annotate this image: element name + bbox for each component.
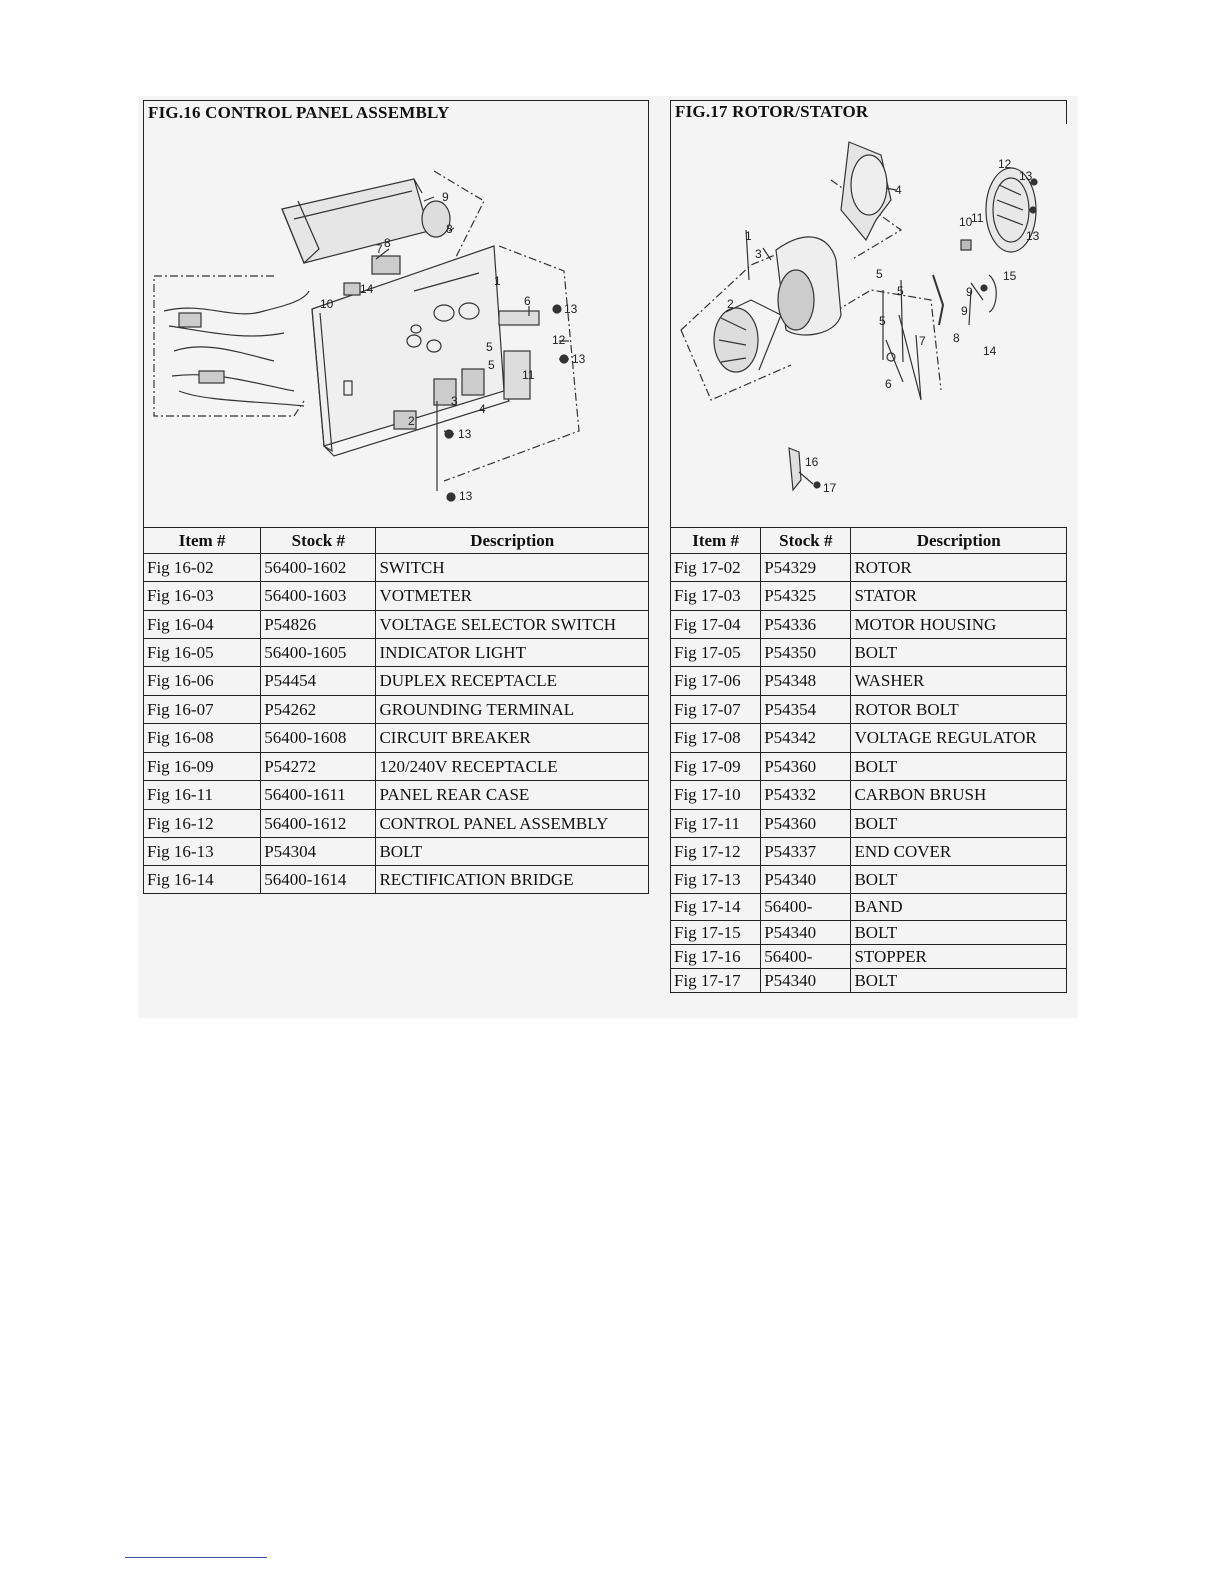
- fig16-label: 11: [522, 368, 535, 382]
- stock-cell: P54354: [761, 696, 851, 724]
- description-cell: VOTMETER: [376, 582, 649, 611]
- stock-cell: P54454: [261, 667, 376, 696]
- table-row: [144, 582, 649, 611]
- stock-cell: 56400-1603: [261, 582, 376, 611]
- column-header: Item #: [671, 528, 761, 554]
- fig16-label: 4: [479, 402, 486, 416]
- fig17-label: 2: [727, 297, 734, 311]
- description-cell: PANEL REAR CASE: [376, 781, 649, 810]
- description-cell: BOLT: [851, 969, 1067, 993]
- table-row: [671, 838, 1067, 866]
- table-row: [671, 921, 1067, 945]
- fig17-label: 4: [895, 183, 902, 197]
- description-cell: 120/240V RECEPTACLE: [376, 753, 649, 781]
- description-cell: BOLT: [851, 810, 1067, 838]
- item-cell: Fig 17-14: [671, 894, 761, 921]
- fig17-label: 5: [876, 267, 883, 281]
- table-row: [671, 611, 1067, 639]
- item-cell: Fig 17-04: [671, 611, 761, 639]
- item-cell: Fig 17-08: [671, 724, 761, 753]
- item-cell: Fig 16-02: [144, 554, 261, 582]
- fig16-title: FIG.16 CONTROL PANEL ASSEMBLY: [148, 103, 450, 122]
- item-cell: Fig 16-12: [144, 810, 261, 838]
- table-row: [144, 866, 649, 894]
- description-cell: WASHER: [851, 667, 1067, 696]
- description-cell: STOPPER: [851, 945, 1067, 969]
- fig16-label: 2: [408, 414, 415, 428]
- item-cell: Fig 17-06: [671, 667, 761, 696]
- table-row: [671, 753, 1067, 781]
- table-row: [144, 554, 649, 582]
- fig16-label: 9: [442, 190, 449, 204]
- fig17-label: 10: [959, 215, 973, 229]
- fig16-label: 12: [552, 333, 566, 347]
- fig17-title: FIG.17 ROTOR/STATOR: [675, 102, 869, 121]
- table-row: [671, 724, 1067, 753]
- stock-cell: P54340: [761, 921, 851, 945]
- table-row: [671, 781, 1067, 810]
- column-header: Stock #: [761, 528, 851, 554]
- fig16-label: 3: [451, 394, 458, 408]
- table-row: [671, 894, 1067, 921]
- item-cell: Fig 16-13: [144, 838, 261, 866]
- fig16-label: 7: [376, 242, 383, 256]
- stock-cell: 56400-1614: [261, 866, 376, 894]
- stock-cell: 56400-1605: [261, 639, 376, 667]
- item-cell: Fig 16-03: [144, 582, 261, 611]
- description-cell: CARBON BRUSH: [851, 781, 1067, 810]
- description-cell: BAND: [851, 894, 1067, 921]
- stock-cell: P54272: [261, 753, 376, 781]
- footnote-divider: [125, 1557, 267, 1558]
- item-cell: Fig 16-06: [144, 667, 261, 696]
- stock-cell: P54329: [761, 554, 851, 582]
- description-cell: BOLT: [376, 838, 649, 866]
- fig17-label: 5: [897, 284, 904, 298]
- table-row: [144, 639, 649, 667]
- table-row: [144, 667, 649, 696]
- item-cell: Fig 16-04: [144, 611, 261, 639]
- fig17-label: 6: [885, 377, 892, 391]
- item-cell: Fig 17-17: [671, 969, 761, 993]
- item-cell: Fig 17-12: [671, 838, 761, 866]
- item-cell: Fig 16-11: [144, 781, 261, 810]
- stock-cell: P54342: [761, 724, 851, 753]
- stock-cell: P54348: [761, 667, 851, 696]
- table-row: [671, 945, 1067, 969]
- fig17-label: 17: [823, 481, 837, 495]
- description-cell: MOTOR HOUSING: [851, 611, 1067, 639]
- description-cell: VOLTAGE REGULATOR: [851, 724, 1067, 753]
- description-cell: VOLTAGE SELECTOR SWITCH: [376, 611, 649, 639]
- fig17-label: 9: [966, 285, 973, 299]
- item-cell: Fig 16-09: [144, 753, 261, 781]
- item-cell: Fig 16-08: [144, 724, 261, 753]
- fig16-label: 1: [494, 274, 501, 288]
- description-cell: GROUNDING TERMINAL: [376, 696, 649, 724]
- table-row: [144, 810, 649, 838]
- fig17-label: 8: [953, 331, 960, 345]
- stock-cell: P54304: [261, 838, 376, 866]
- description-cell: BOLT: [851, 866, 1067, 894]
- stock-cell: 56400-: [761, 894, 851, 921]
- fig16-label: 8: [384, 236, 391, 250]
- table-row: [144, 753, 649, 781]
- item-cell: Fig 17-07: [671, 696, 761, 724]
- fig17-label: 13: [1026, 229, 1040, 243]
- stock-cell: P54340: [761, 969, 851, 993]
- fig17-diagram-frame: [670, 100, 1067, 528]
- item-cell: Fig 16-07: [144, 696, 261, 724]
- fig16-label: 13: [458, 427, 472, 441]
- table-row: [144, 611, 649, 639]
- table-row: [144, 696, 649, 724]
- fig17-label: 13: [1019, 169, 1033, 183]
- table-row: [671, 696, 1067, 724]
- fig17-label: 9: [961, 304, 968, 318]
- column-header: Description: [376, 528, 649, 554]
- item-cell: Fig 17-16: [671, 945, 761, 969]
- description-cell: ROTOR: [851, 554, 1067, 582]
- item-cell: Fig 17-02: [671, 554, 761, 582]
- fig17-label: 15: [1003, 269, 1017, 283]
- description-cell: BOLT: [851, 921, 1067, 945]
- fig16-label: 5: [486, 340, 493, 354]
- fig17-label: 12: [998, 157, 1012, 171]
- fig16-label: 13: [572, 352, 586, 366]
- fig16-label: 6: [524, 294, 531, 308]
- description-cell: INDICATOR LIGHT: [376, 639, 649, 667]
- description-cell: BOLT: [851, 753, 1067, 781]
- fig17-label: 5: [879, 314, 886, 328]
- item-cell: Fig 17-05: [671, 639, 761, 667]
- stock-cell: 56400-: [761, 945, 851, 969]
- fig17-label: 1: [745, 229, 752, 243]
- stock-cell: P54336: [761, 611, 851, 639]
- fig17-label: 11: [971, 211, 984, 225]
- description-cell: ROTOR BOLT: [851, 696, 1067, 724]
- item-cell: Fig 17-11: [671, 810, 761, 838]
- stock-cell: 56400-1608: [261, 724, 376, 753]
- table-row: [671, 969, 1067, 993]
- item-cell: Fig 17-10: [671, 781, 761, 810]
- item-cell: Fig 17-03: [671, 582, 761, 611]
- fig17-label: 16: [805, 455, 819, 469]
- item-cell: Fig 16-05: [144, 639, 261, 667]
- column-header: Description: [851, 528, 1067, 554]
- item-cell: Fig 16-14: [144, 866, 261, 894]
- stock-cell: P54332: [761, 781, 851, 810]
- fig16-label: 10: [320, 297, 334, 311]
- table-row: [671, 667, 1067, 696]
- stock-cell: P54337: [761, 838, 851, 866]
- item-cell: Fig 17-15: [671, 921, 761, 945]
- stock-cell: P54262: [261, 696, 376, 724]
- stock-cell: P54350: [761, 639, 851, 667]
- fig16-label: 5: [488, 358, 495, 372]
- stock-cell: P54826: [261, 611, 376, 639]
- table-row: [144, 838, 649, 866]
- table-row: [671, 639, 1067, 667]
- table-row: [144, 781, 649, 810]
- stock-cell: P54325: [761, 582, 851, 611]
- description-cell: END COVER: [851, 838, 1067, 866]
- fig17-exploded-diagram: [671, 100, 1068, 526]
- stock-cell: P54340: [761, 866, 851, 894]
- fig17-label: 3: [755, 247, 762, 261]
- fig16-label: 14: [360, 282, 374, 296]
- description-cell: BOLT: [851, 639, 1067, 667]
- column-header: Stock #: [261, 528, 376, 554]
- table-row: [671, 554, 1067, 582]
- stock-cell: 56400-1611: [261, 781, 376, 810]
- fig16-exploded-diagram: [144, 101, 647, 527]
- fig17-label: 14: [983, 344, 997, 358]
- item-cell: Fig 17-09: [671, 753, 761, 781]
- column-header: Item #: [144, 528, 261, 554]
- fig16-label: 13: [459, 489, 473, 503]
- fig16-label: 13: [564, 302, 578, 316]
- fig17-label: 7: [919, 334, 926, 348]
- stock-cell: P54360: [761, 810, 851, 838]
- table-row: [671, 866, 1067, 894]
- table-row: [671, 810, 1067, 838]
- description-cell: DUPLEX RECEPTACLE: [376, 667, 649, 696]
- table-row: [671, 582, 1067, 611]
- stock-cell: 56400-1612: [261, 810, 376, 838]
- fig17-parts-table: [670, 527, 1067, 993]
- stock-cell: P54360: [761, 753, 851, 781]
- item-cell: Fig 17-13: [671, 866, 761, 894]
- stock-cell: 56400-1602: [261, 554, 376, 582]
- description-cell: STATOR: [851, 582, 1067, 611]
- description-cell: CIRCUIT BREAKER: [376, 724, 649, 753]
- fig16-diagram-frame: [143, 100, 649, 528]
- description-cell: CONTROL PANEL ASSEMBLY: [376, 810, 649, 838]
- description-cell: RECTIFICATION BRIDGE: [376, 866, 649, 894]
- table-row: [144, 724, 649, 753]
- fig16-parts-table: [143, 527, 649, 894]
- fig16-label: 8: [446, 222, 453, 236]
- description-cell: SWITCH: [376, 554, 649, 582]
